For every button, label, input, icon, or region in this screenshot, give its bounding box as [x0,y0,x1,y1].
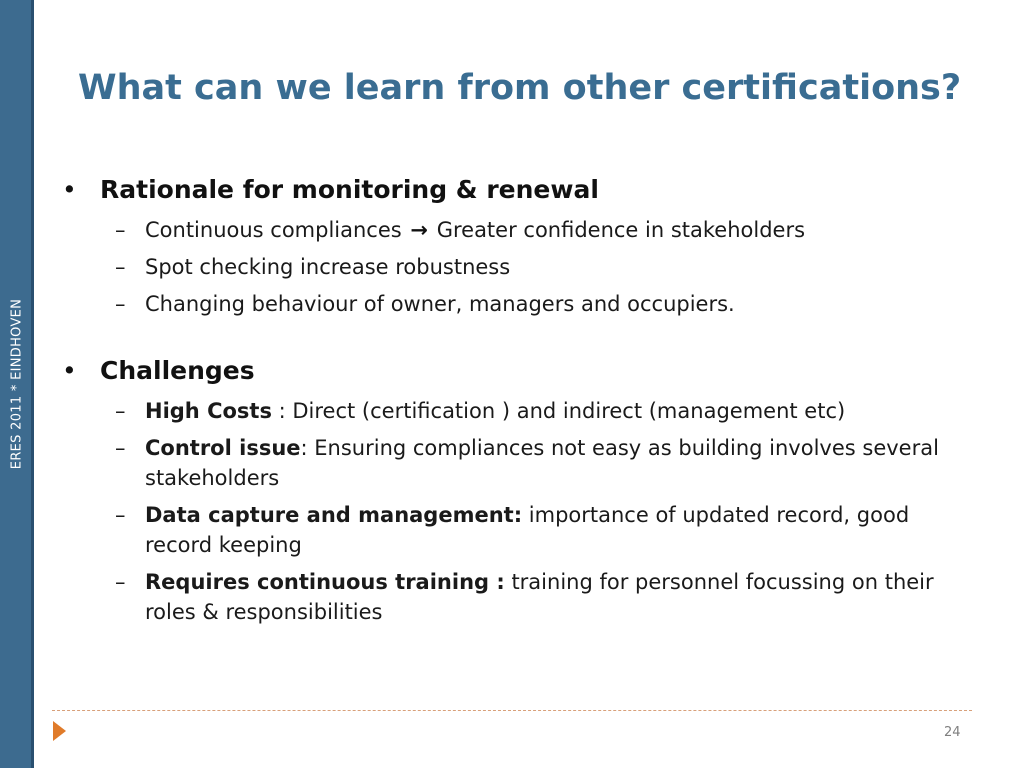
item-bold-label: High Costs [145,399,272,423]
item-bold-label: Data capture and management: [145,503,523,527]
item-text: importance of updated record, good record keeping [145,503,910,557]
item-text: Continuous compliances [145,218,402,242]
dash-icon: – [115,399,126,423]
item-text: training for personnel focussing on their roles & responsibilities [145,570,934,624]
item-text: Changing behaviour of owner, managers and occupiers. [145,292,735,316]
section-heading: Rationale for monitoring & renewal [100,175,599,204]
item-text: Greater confidence in stakeholders [436,218,806,242]
dash-icon: – [115,570,126,594]
item-bold-label: Requires continuous training : [145,570,505,594]
side-label: ERES 2011 * EINDHOVEN [9,298,25,470]
sub-bullet-high-costs [60,396,965,426]
section-heading: Challenges [100,356,255,385]
sub-bullet-control-issue [60,433,965,493]
sub-bullet-changing-behaviour [60,289,965,319]
page-number: 24 [944,725,961,740]
dash-icon: – [115,436,126,460]
footer-divider [52,710,972,711]
sub-bullet-data-capture [60,500,965,560]
side-band [0,0,34,768]
dash-icon: – [115,292,126,316]
sub-bullet-spot-checking [60,252,965,282]
dash-icon: – [115,218,126,242]
item-text: : Direct (certification ) and indirect (management etc) [271,399,846,423]
sub-bullet-continuous-compliances [60,215,965,245]
arrow-right-icon: → [410,218,429,242]
item-text: Spot checking increase robustness [145,255,511,279]
item-bold-label: Control issue [145,436,301,460]
play-triangle-icon [53,721,66,741]
dash-icon: – [115,503,126,527]
slide-title: What can we learn from other certifications? [78,68,962,108]
bullet-challenges [60,353,965,389]
bullet-icon: • [62,356,77,385]
bullet-rationale [60,172,965,208]
sub-bullet-continuous-training [60,567,965,627]
slide-content [60,172,965,627]
dash-icon: – [115,255,126,279]
item-text: : Ensuring compliances not easy as building involves several stakeholders [145,436,939,490]
bullet-icon: • [62,175,77,204]
